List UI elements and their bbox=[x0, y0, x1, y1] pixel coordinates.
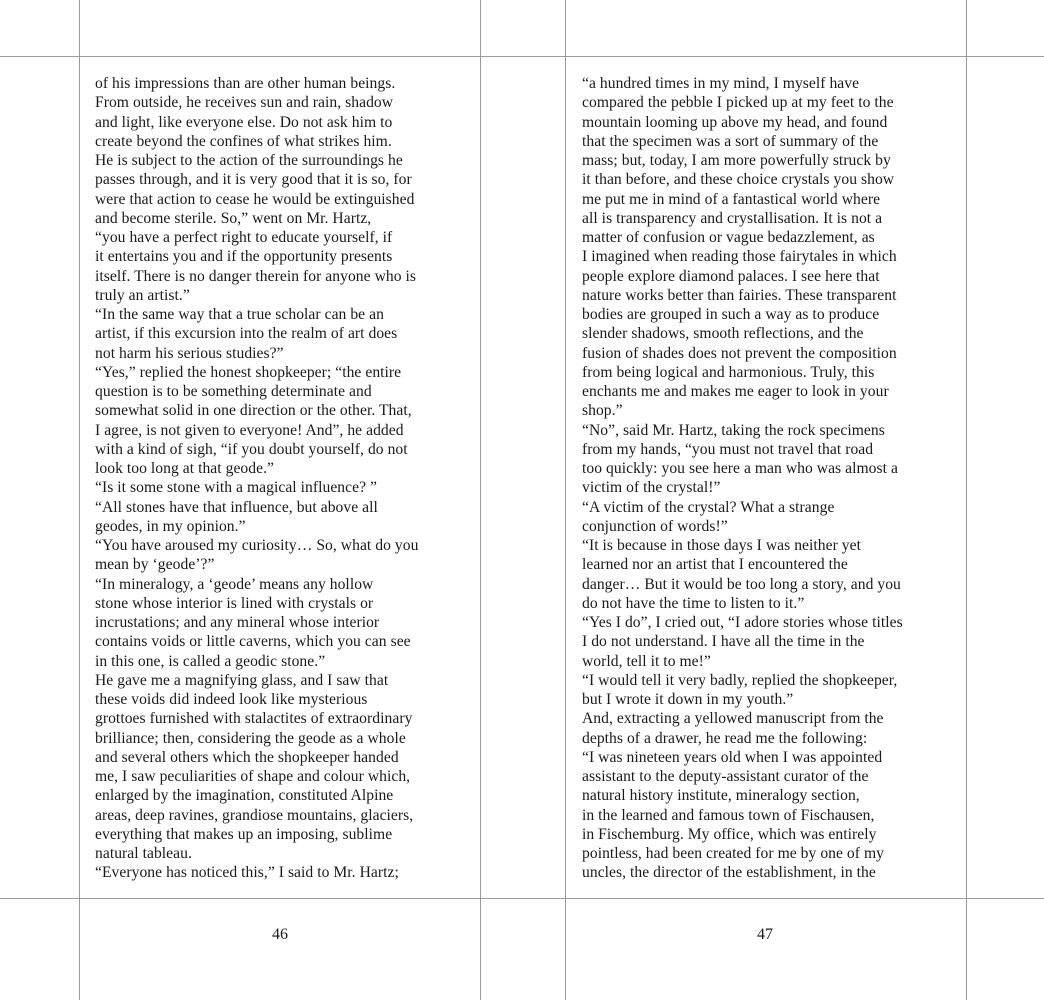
text-line: do not have the time to listen to it.” bbox=[582, 594, 805, 612]
text-line: shop.” bbox=[582, 402, 623, 420]
text-line: From outside, he receives sun and rain, shadow bbox=[95, 94, 394, 112]
crop-guide-vertical-1 bbox=[79, 0, 80, 1000]
text-line: learned nor an artist that I encountered the bbox=[582, 556, 848, 574]
text-line: I agree, is not given to everyone! And”, he added bbox=[95, 421, 404, 439]
right-page-number: 47 bbox=[757, 926, 773, 943]
text-line: “I was nineteen years old when I was appointed bbox=[582, 748, 883, 766]
text-line: brilliance; then, considering the geode as a whole bbox=[95, 729, 406, 747]
text-line: danger… But it would be too long a story, and you bbox=[582, 575, 901, 593]
text-line: assistant to the deputy-assistant curator of the bbox=[582, 768, 869, 785]
text-line: areas, deep ravines, grandiose mountains, glaciers, bbox=[95, 806, 414, 824]
text-line: “Everyone has noticed this,” I said to Mr. Hartz; bbox=[95, 864, 399, 882]
text-line: it entertains you and if the opportunity presents bbox=[95, 248, 393, 266]
text-line: “In the same way that a true scholar can be an bbox=[95, 306, 384, 323]
text-line: mean by ‘geode’?” bbox=[95, 556, 215, 574]
text-line: somewhat solid in one direction or the other. That, bbox=[95, 402, 412, 420]
text-line: mass; but, today, I am more powerfully struck by bbox=[582, 152, 891, 169]
text-line: people explore diamond palaces. I see here that bbox=[582, 267, 880, 285]
left-page-number: 46 bbox=[272, 926, 288, 943]
text-line: not harm his serious studies?” bbox=[95, 344, 284, 362]
crop-guide-vertical-4 bbox=[966, 0, 967, 1000]
text-line: “No”, said Mr. Hartz, taking the rock specimens bbox=[582, 421, 885, 439]
text-line: “It is because in those days I was neither yet bbox=[582, 537, 861, 554]
text-line: from my hands, “you must not travel that road bbox=[582, 440, 874, 458]
text-line: “you have a perfect right to educate yourself, if bbox=[95, 229, 393, 246]
text-line: question is to be something determinate and bbox=[95, 383, 372, 400]
text-line: slender shadows, smooth reflections, and the bbox=[582, 325, 864, 343]
crop-guide-horizontal-top bbox=[0, 56, 1044, 57]
text-line: itself. There is no danger therein for anyone who is bbox=[95, 267, 417, 285]
text-line: “You have aroused my curiosity… So, what do you bbox=[95, 537, 419, 554]
text-line: and several others which the shopkeeper handed bbox=[95, 748, 399, 766]
text-line: depths of a drawer, he read me the following: bbox=[582, 729, 868, 747]
text-line: everything that makes up an imposing, sublime bbox=[95, 825, 393, 843]
text-line: that the specimen was a sort of summary of the bbox=[582, 132, 879, 150]
text-line: and light, like everyone else. Do not ask him to bbox=[95, 113, 393, 131]
text-line: I imagined when reading those fairytales in which bbox=[582, 248, 897, 266]
text-line: artist, if this excursion into the realm of art does bbox=[95, 325, 398, 343]
text-line: me, I saw peculiarities of shape and colour which, bbox=[95, 768, 411, 785]
text-line: in Fischemburg. My office, which was entirely bbox=[582, 825, 877, 843]
text-line: grottoes furnished with stalactites of extraordinary bbox=[95, 710, 413, 728]
text-line: matter of confusion or vague bedazzlement, as bbox=[582, 229, 875, 246]
text-line: all is transparency and crystallisation. It is not a bbox=[582, 209, 883, 227]
text-line: look too long at that geode.” bbox=[95, 460, 275, 477]
text-line: “Yes I do”, I cried out, “I adore stories whose titles bbox=[582, 614, 903, 631]
text-line: geodes, in my opinion.” bbox=[95, 517, 246, 535]
text-line: but I wrote it down in my youth.” bbox=[582, 691, 794, 708]
text-line: bodies are grouped in such a way as to produce bbox=[582, 306, 880, 323]
text-line: pointless, had been created for me by one of my bbox=[582, 845, 884, 862]
text-line: contains voids or little caverns, which you can see bbox=[95, 633, 411, 651]
text-line: with a kind of sigh, “if you doubt yourself, do not bbox=[95, 440, 408, 458]
text-line: create beyond the confines of what strikes him. bbox=[95, 132, 392, 150]
text-line: And, extracting a yellowed manuscript from the bbox=[582, 710, 884, 728]
text-line: “I would tell it very badly, replied the shopkeeper, bbox=[582, 671, 898, 689]
crop-guide-horizontal-bottom bbox=[0, 898, 1044, 899]
text-line: natural history institute, mineralogy section, bbox=[582, 787, 860, 805]
text-line: “In mineralogy, a ‘geode’ means any hollow bbox=[95, 575, 374, 593]
text-line: uncles, the director of the establishment, in the bbox=[582, 864, 876, 882]
text-line: He is subject to the action of the surroundings he bbox=[95, 152, 403, 169]
text-line: stone whose interior is lined with crystals or bbox=[95, 594, 374, 612]
text-line: “Yes,” replied the honest shopkeeper; “the entire bbox=[95, 363, 402, 381]
text-line: He gave me a magnifying glass, and I saw that bbox=[95, 671, 389, 689]
text-line: world, tell it to me!” bbox=[582, 652, 711, 670]
text-line: incrustations; and any mineral whose interior bbox=[95, 614, 380, 631]
text-line: from being logical and harmonious. Truly, this bbox=[582, 363, 875, 381]
text-line: enlarged by the imagination, constituted Alpine bbox=[95, 787, 394, 805]
text-line: in the learned and famous town of Fischausen, bbox=[582, 806, 875, 824]
text-line: and become sterile. So,” went on Mr. Hartz, bbox=[95, 209, 372, 227]
text-line: it than before, and these choice crystals you show bbox=[582, 171, 895, 189]
text-line: fusion of shades does not prevent the composition bbox=[582, 344, 897, 362]
text-line: natural tableau. bbox=[95, 845, 192, 862]
text-line: nature works better than fairies. These transparent bbox=[582, 286, 897, 304]
text-line: “All stones have that influence, but above all bbox=[95, 498, 378, 516]
text-line: victim of the crystal!” bbox=[582, 479, 721, 497]
text-line: truly an artist.” bbox=[95, 286, 190, 304]
text-line: too quickly: you see here a man who was almost a bbox=[582, 460, 898, 477]
text-line: in this one, is called a geodic stone.” bbox=[95, 652, 326, 670]
text-line: were that action to cease he would be extinguished bbox=[95, 190, 415, 208]
left-page-body-text bbox=[95, 74, 467, 883]
crop-guide-vertical-2 bbox=[480, 0, 481, 1000]
crop-guide-vertical-3 bbox=[565, 0, 566, 1000]
text-line: conjunction of words!” bbox=[582, 517, 728, 535]
text-line: these voids did indeed look like mysterious bbox=[95, 691, 368, 708]
text-line: enchants me and makes me eager to look in your bbox=[582, 383, 889, 400]
text-line: “a hundred times in my mind, I myself have bbox=[582, 75, 860, 92]
text-line: “Is it some stone with a magical influence? ” bbox=[95, 479, 377, 497]
text-line: I do not understand. I have all the time in the bbox=[582, 633, 865, 651]
text-line: of his impressions than are other human beings. bbox=[95, 75, 396, 92]
text-line: “A victim of the crystal? What a strange bbox=[582, 498, 835, 516]
right-page-body-text bbox=[582, 74, 954, 883]
text-line: compared the pebble I picked up at my feet to the bbox=[582, 94, 894, 112]
text-line: mountain looming up above my head, and found bbox=[582, 113, 888, 131]
text-line: passes through, and it is very good that it is so, for bbox=[95, 171, 412, 189]
text-line: me put me in mind of a fantastical world where bbox=[582, 190, 881, 208]
